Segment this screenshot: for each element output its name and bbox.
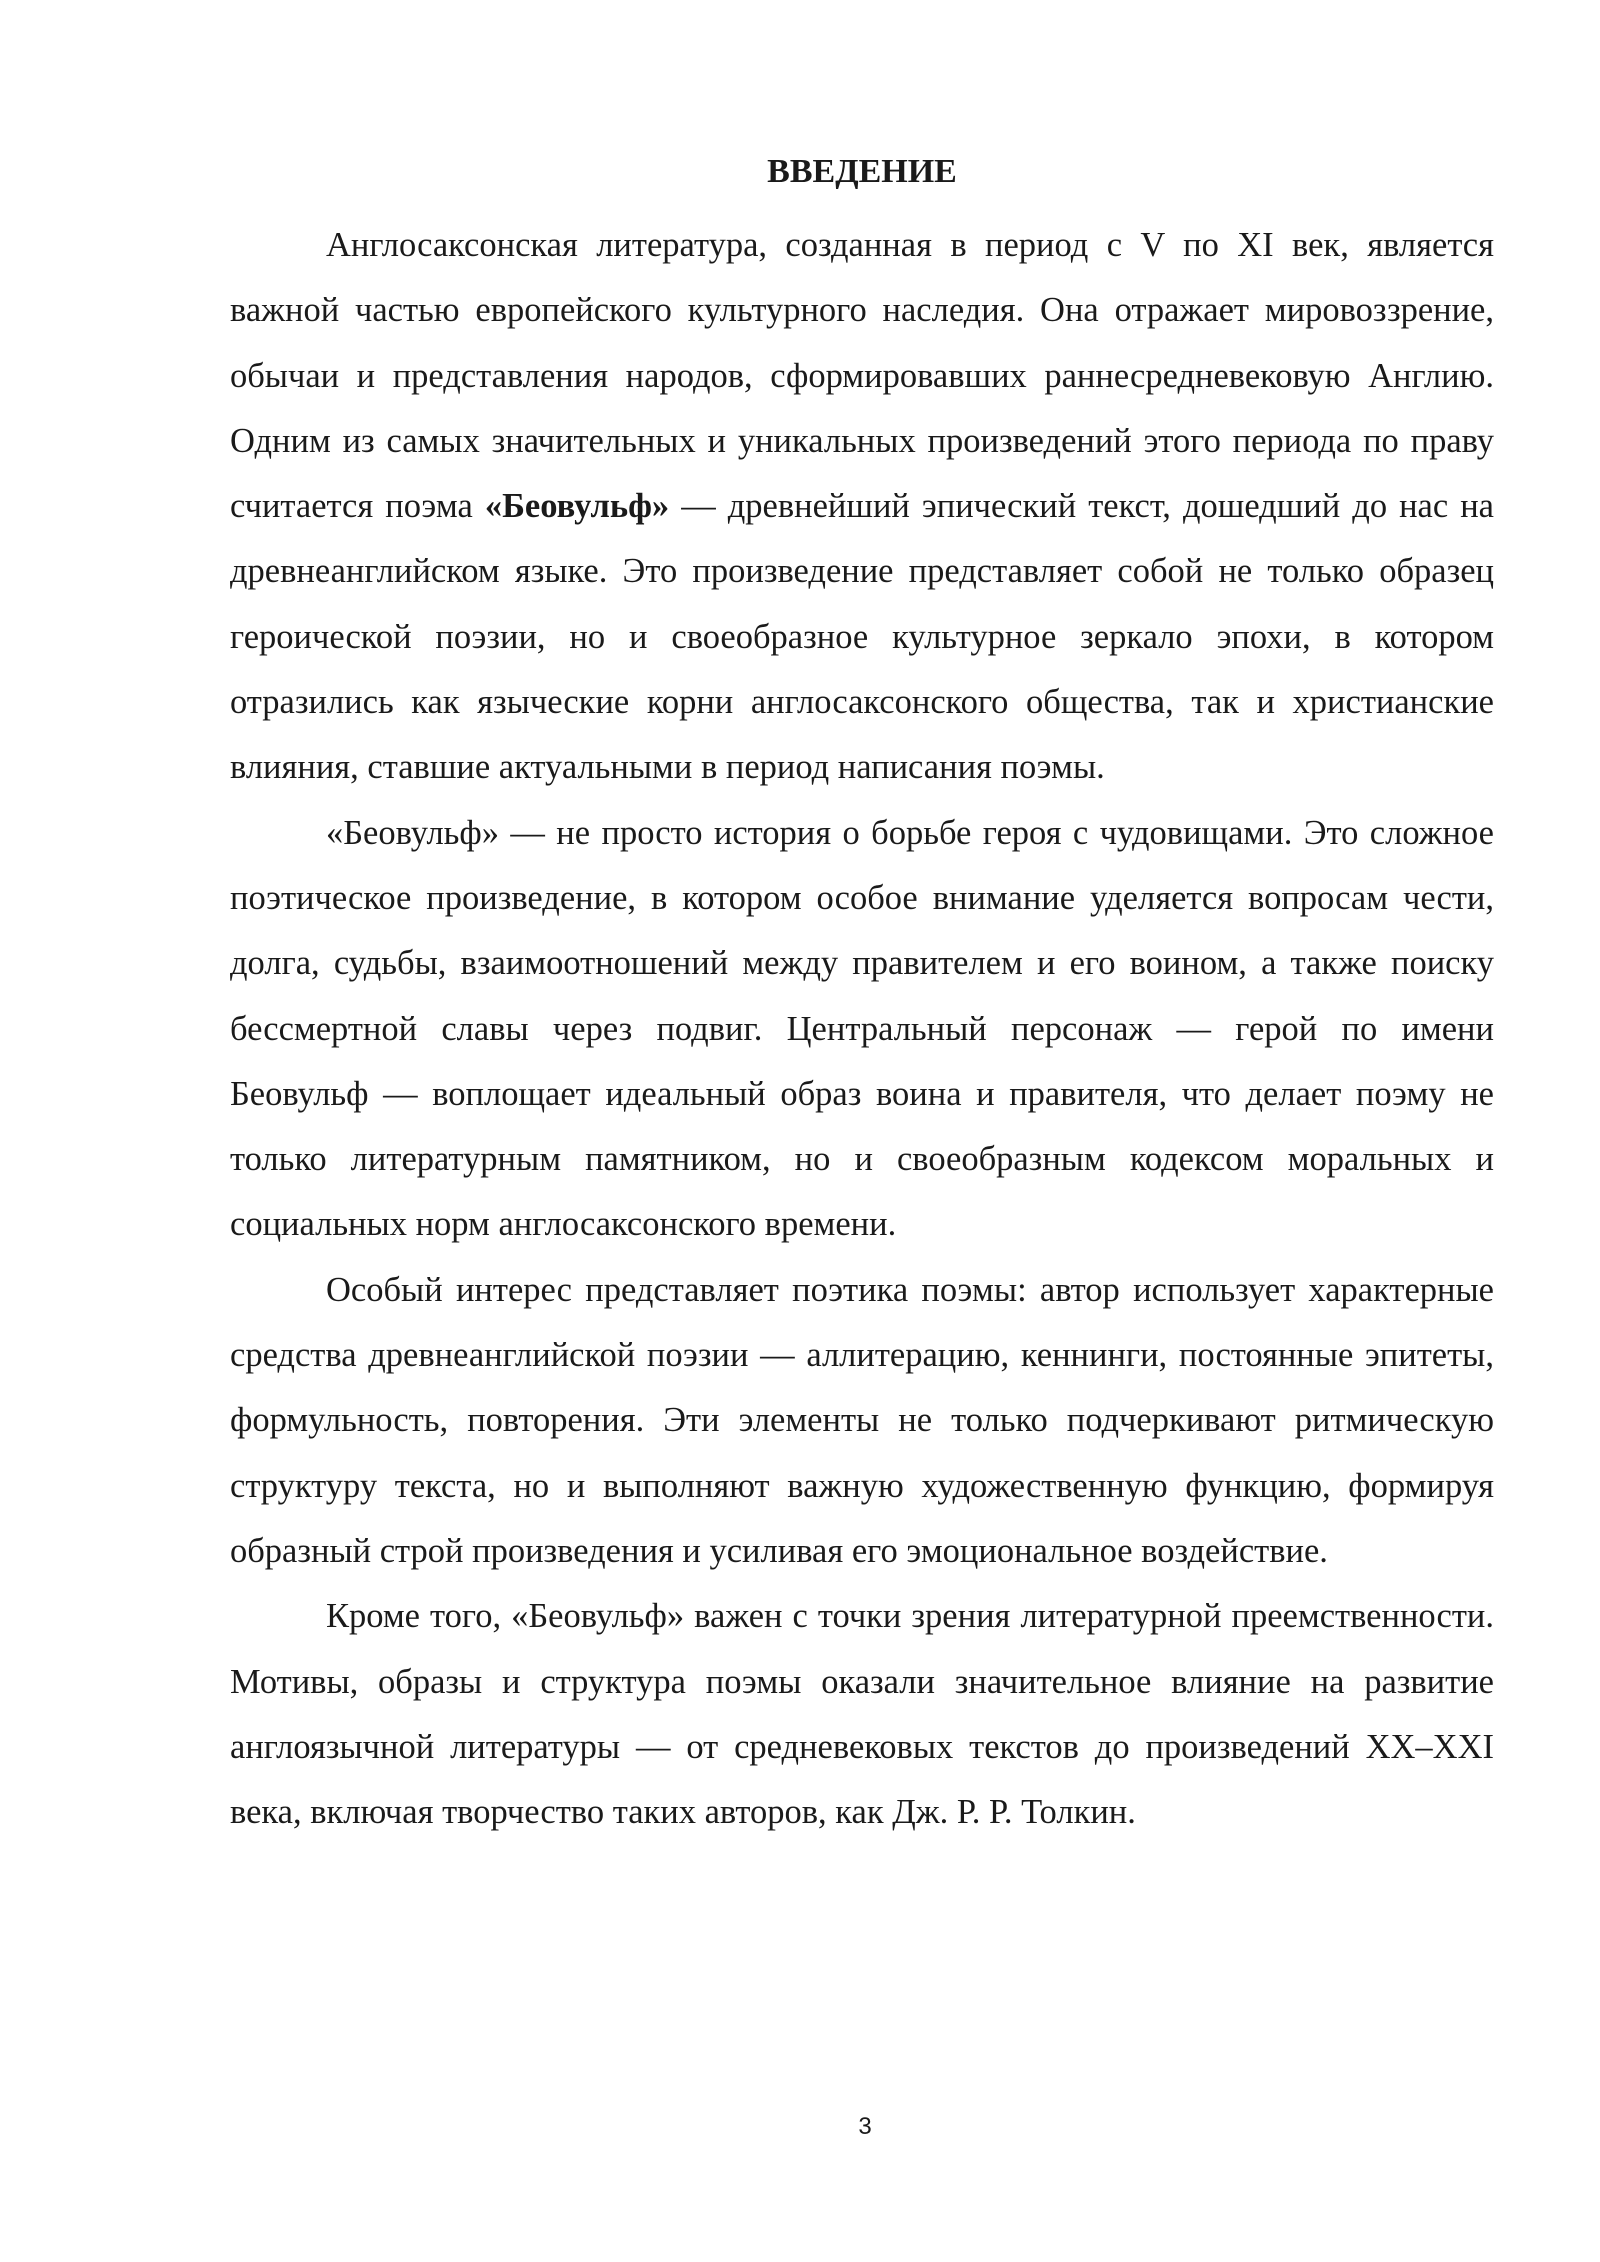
paragraph-3: Особый интерес представляет поэтика поэмы: автор использует характерные средства древнеанглийской поэзии — аллитерацию, кеннинги, постоянные эпитеты, формульность, повторения. Эти элементы не только подчеркивают ритмическую структуру текста, но и выполняют важную художественную функцию, формируя образный строй произведения и усиливая его эмоциональное воздействие. bbox=[230, 1270, 1494, 1570]
paragraph-4: Кроме того, «Беовульф» важен с точки зрения литературной преемственности. Мотивы, образы и структура поэмы оказали значительное влияние на развитие англоязычной литературы — от средневековых текстов до произведений XX–XXI века, включая творчество таких авторов, как Дж. Р. Р. Толкин. bbox=[230, 1597, 1494, 1832]
paragraph-1-text-end: — древнейший эпический текст, дошедший до нас на древнеанглийском языке. Это произведение представляет собой не только образец героической поэзии, но и своеобразное культурное зеркало эпохи, в котором отразились как языческие корни англосаксонского общества, так и христианские влияния, ставшие актуальными в период написания поэмы. bbox=[230, 487, 1494, 787]
bold-term-beowulf: «Беовульф» bbox=[484, 487, 670, 526]
paragraph-1 bbox=[230, 213, 1494, 801]
paragraph-1-text-start: Англосаксонская литература, созданная в период с V по XI век, является важной частью европейского культурного наследия. Она отражает мировоззрение, обычаи и представления народов, сформировавших раннесредневековую Англию. Одним из самых значительных и уникальных произведений этого периода по праву считается поэма bbox=[230, 226, 1494, 526]
page-number: 3 bbox=[858, 2113, 872, 2140]
paragraph-2: «Беовульф» — не просто история о борьбе героя с чудовищами. Это сложное поэтическое произведение, в котором особое внимание уделяется вопросам чести, долга, судьбы, взаимоотношений между правителем и его воином, а также поиску бессмертной славы через подвиг. Центральный персонаж — герой по имени Беовульф — воплощает идеальный образ воина и правителя, что делает поэму не только литературным памятником, но и своеобразным кодексом моральных и социальных норм англосаксонского времени. bbox=[230, 813, 1494, 1244]
text-block bbox=[230, 148, 1494, 1845]
page-title: ВВЕДЕНИЕ bbox=[767, 153, 957, 190]
